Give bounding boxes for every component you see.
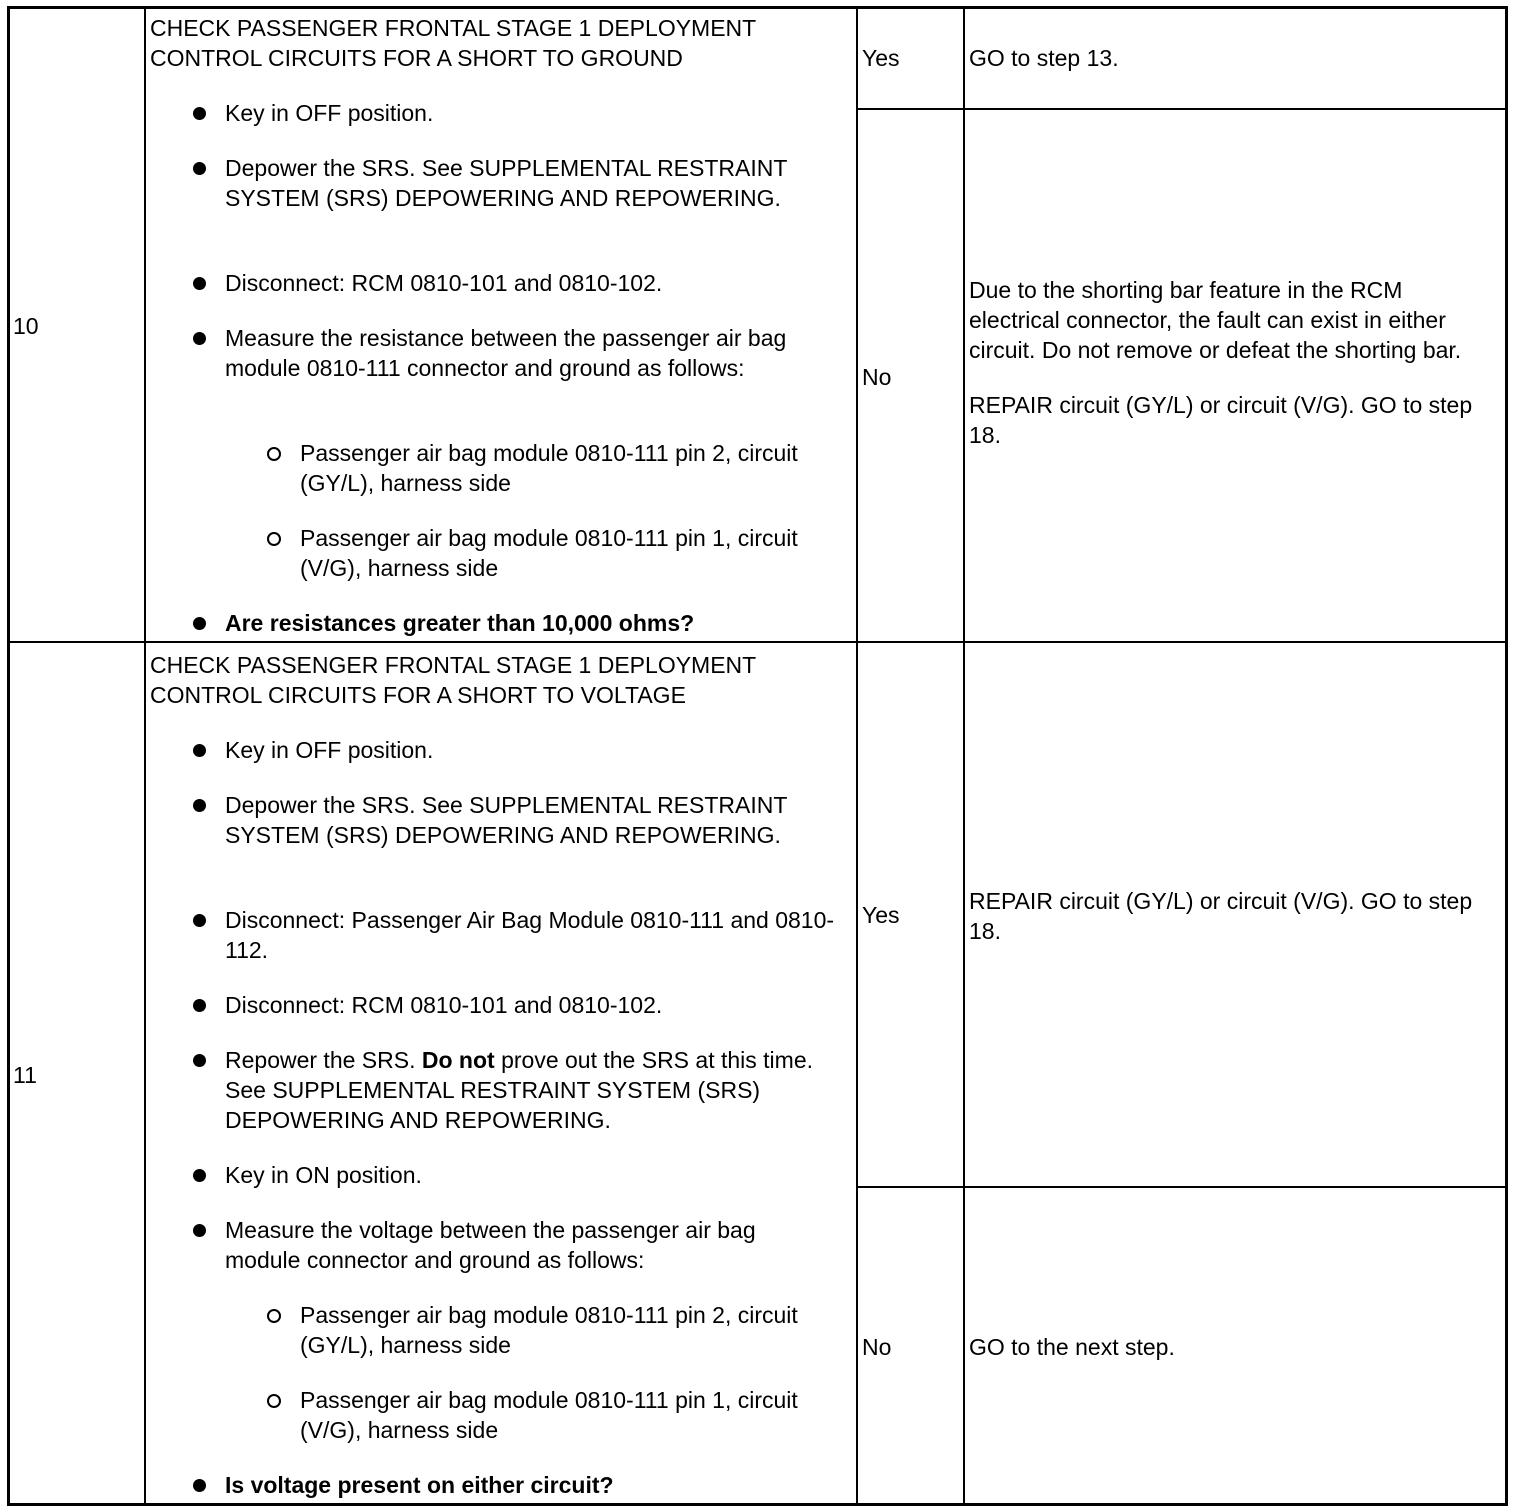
sub-instruction-text: Passenger air bag module 0810-111 pin 1, circuit (V/G), harness side [300, 525, 798, 581]
bullet-icon [193, 914, 206, 927]
yes-label: Yes [862, 902, 900, 928]
instruction-text: Depower the SRS. See SUPPLEMENTAL RESTRAINT SYSTEM (SRS) DEPOWERING AND REPOWERING. [225, 155, 787, 211]
table-border-left [7, 6, 10, 1506]
column-divider-3 [963, 6, 965, 1506]
repower-text-emphasis: Do not [421, 1047, 495, 1073]
bullet-icon [193, 162, 206, 175]
sub-bullet-icon [267, 447, 281, 461]
table-border-right [1505, 6, 1508, 1506]
yes-action: REPAIR circuit (GY/L) or circuit (V/G). GO to step 18. [969, 888, 1473, 944]
instruction-text: Disconnect: Passenger Air Bag Module 0810-111 and 0810-112. [225, 907, 835, 963]
bullet-icon [193, 1479, 206, 1492]
row-divider-step10-yes-no [856, 108, 1508, 110]
bullet-icon [193, 107, 206, 120]
instruction-text: Key in ON position. [225, 1162, 422, 1188]
column-divider-2 [856, 6, 858, 1506]
no-action [969, 275, 1499, 450]
sub-instruction-text: Passenger air bag module 0810-111 pin 1, circuit (V/G), harness side [300, 1387, 798, 1443]
column-divider-1 [144, 6, 146, 1506]
instruction-text: Key in OFF position. [225, 737, 434, 763]
repower-text-before: Repower the SRS. [225, 1047, 422, 1073]
step-title: CHECK PASSENGER FRONTAL STAGE 1 DEPLOYMENT CONTROL CIRCUITS FOR A SHORT TO VOLTAGE [150, 652, 756, 708]
step-title: CHECK PASSENGER FRONTAL STAGE 1 DEPLOYMENT CONTROL CIRCUITS FOR A SHORT TO GROUND [150, 15, 756, 71]
yes-action: GO to step 13. [969, 45, 1119, 71]
instruction-text: Key in OFF position. [225, 100, 434, 126]
question-text: Are resistances greater than 10,000 ohms? [225, 610, 695, 636]
sub-bullet-icon [267, 1394, 281, 1408]
bullet-icon [193, 999, 206, 1012]
no-action-note: Due to the shorting bar feature in the RCM electrical connector, the fault can exist in either circuit. Do not remove or defeat the shorting bar. [969, 277, 1462, 363]
sub-bullet-icon [267, 532, 281, 546]
instruction-text: Measure the voltage between the passenger air bag module connector and ground as follows: [225, 1217, 756, 1273]
step-number: 10 [13, 313, 39, 339]
instruction-text: Depower the SRS. See SUPPLEMENTAL RESTRAINT SYSTEM (SRS) DEPOWERING AND REPOWERING. [225, 792, 787, 848]
step-number: 11 [13, 1062, 37, 1088]
row-divider-steps [7, 641, 1508, 643]
instruction-text: Disconnect: RCM 0810-101 and 0810-102. [225, 270, 663, 296]
bullet-icon [193, 332, 206, 345]
bullet-icon [193, 617, 206, 630]
row-divider-step11-yes-no [856, 1186, 1508, 1188]
sub-instruction-text: Passenger air bag module 0810-111 pin 2, circuit (GY/L), harness side [300, 1302, 798, 1358]
sub-instruction-text: Passenger air bag module 0810-111 pin 2, circuit (GY/L), harness side [300, 440, 798, 496]
sub-bullet-icon [267, 1309, 281, 1323]
no-label: No [862, 1334, 892, 1360]
no-label: No [862, 364, 892, 390]
bullet-icon [193, 1224, 206, 1237]
yes-label: Yes [862, 45, 900, 71]
repower-text-after: prove out the SRS at this time. See SUPPLEMENTAL RESTRAINT SYSTEM (SRS) DEPOWERING AND REPOWERING. [225, 1047, 814, 1133]
bullet-icon [193, 744, 206, 757]
question-text: Is voltage present on either circuit? [225, 1472, 614, 1498]
bullet-icon [193, 277, 206, 290]
bullet-icon [193, 1054, 206, 1067]
no-action: GO to the next step. [969, 1334, 1175, 1360]
no-action-repair: REPAIR circuit (GY/L) or circuit (V/G). GO to step 18. [969, 392, 1473, 448]
instruction-text: Measure the resistance between the passenger air bag module 0810-111 connector and ground as follows: [225, 325, 787, 381]
table-border-top [7, 6, 1508, 9]
instruction-text [225, 1045, 820, 1135]
bullet-icon [193, 799, 206, 812]
bullet-icon [193, 1169, 206, 1182]
instruction-text: Disconnect: RCM 0810-101 and 0810-102. [225, 992, 663, 1018]
table-border-bottom [7, 1503, 1508, 1506]
